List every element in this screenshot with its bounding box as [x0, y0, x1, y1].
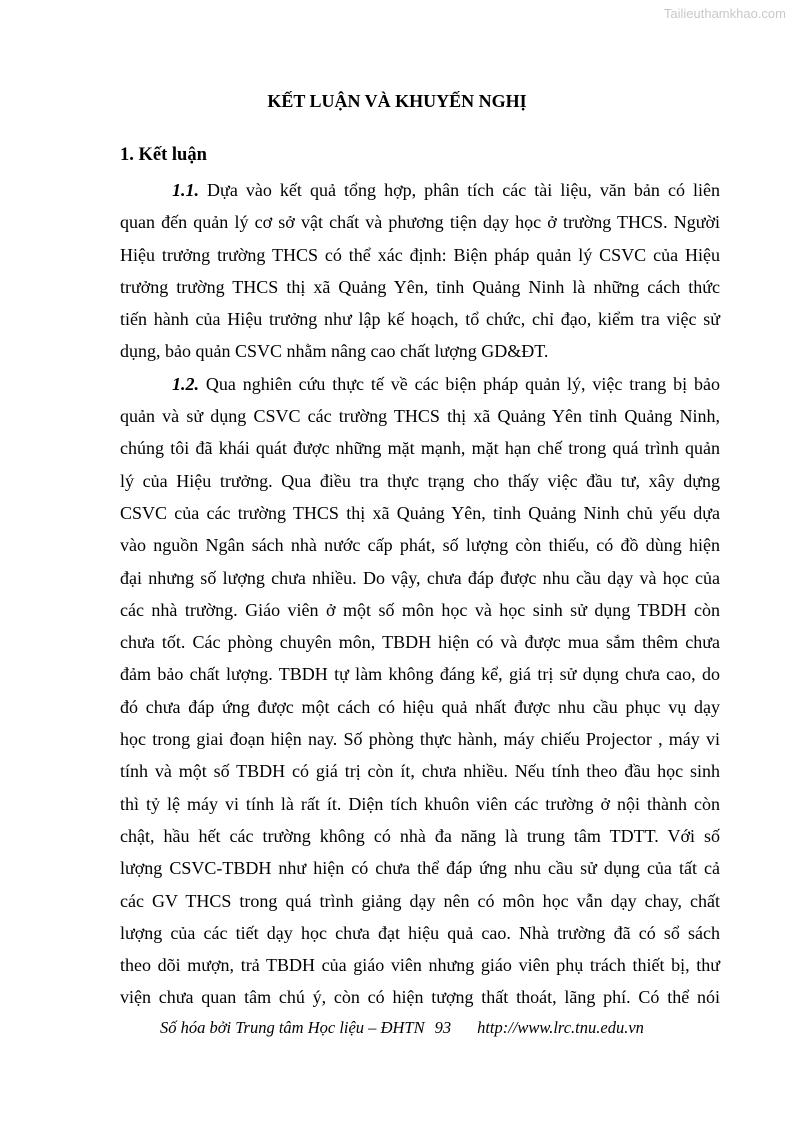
paragraph-line: [120, 497, 720, 529]
line-text: quan đến quản lý cơ sở vật chất và phương tiện dạy học ở trường THCS. Người: [120, 212, 720, 233]
line-text: thì tỷ lệ máy vi tính là rất ít. Diện tích khuôn viên các trường ở nội thành còn: [120, 793, 720, 814]
paragraph-line: [120, 271, 720, 303]
paragraph-line: [120, 691, 720, 723]
paragraph-line: [120, 335, 720, 367]
line-text: đó chưa đáp ứng được một cách có hiệu quả nhất được nhu cầu phục vụ dạy: [120, 696, 720, 717]
line-text: tính và một số TBDH có giá trị còn ít, chưa nhiều. Nếu tính theo đầu học sinh: [120, 761, 720, 782]
paragraph-label: 1.2.: [172, 373, 199, 394]
line-text: đại nhưng số lượng chưa nhiều. Do vậy, chưa đáp được nhu cầu dạy và học của: [120, 567, 720, 588]
paragraph-line: [120, 594, 720, 626]
line-text: lý của Hiệu trưởng. Qua điều tra thực trạng cho thấy việc đầu tư, xây dựng: [120, 470, 720, 491]
page-footer: [160, 1018, 644, 1038]
paragraph-label: 1.1.: [172, 180, 199, 200]
line-text: các GV THCS trong quá trình giảng dạy nên có môn học vẫn dạy chay, chất: [120, 890, 720, 911]
paragraph-line: [120, 885, 720, 917]
paragraph-line: [120, 400, 720, 432]
line-text: lượng của các tiết dạy học chưa đạt hiệu quả cao. Nhà trường đã có sổ sách: [120, 922, 720, 943]
line-text: đảm bảo chất lượng. TBDH tự làm không đáng kể, giá trị sử dụng chưa cao, do: [120, 664, 720, 685]
paragraph-line: [120, 626, 720, 658]
footer-url: http://www.lrc.tnu.edu.vn: [477, 1018, 644, 1037]
paragraph-line: [120, 981, 720, 1013]
paragraph-line: [120, 820, 720, 852]
footer-org: ĐHTN: [380, 1018, 425, 1037]
line-text: CSVC của các trường THCS thị xã Quảng Yên, tỉnh Quảng Ninh chủ yếu dựa: [120, 502, 720, 523]
paragraph-line: [120, 206, 720, 238]
page-title: KẾT LUẬN VÀ KHUYẾN NGHỊ: [267, 91, 527, 111]
paragraph-line: [120, 174, 720, 206]
line-text: dụng, bảo quản CSVC nhằm nâng cao chất lượng GD&ĐT.: [120, 341, 549, 362]
paragraph-line: [120, 529, 720, 561]
line-text: chưa tốt. Các phòng chuyên môn, TBDH hiện có và được mua sắm thêm chưa: [120, 632, 720, 653]
line-text: chúng tôi đã khái quát được những mặt mạnh, mặt hạn chế trong quá trình quản: [120, 438, 720, 459]
paragraph-line: [120, 949, 720, 981]
paragraph-line: [120, 917, 720, 949]
line-text: lượng CSVC-TBDH như hiện có chưa thể đáp ứng nhu cầu sử dụng của tất cả: [120, 858, 720, 879]
line-text: chật, hầu hết các trường không có nhà đa năng là trung tâm TDTT. Với số: [120, 825, 720, 846]
line-text: trưởng trường THCS thị xã Quảng Yên, tỉnh Quảng Ninh là những cách thức: [120, 276, 720, 297]
document-body: [120, 174, 720, 1014]
watermark: Tailieuthamkhao.com: [663, 6, 786, 21]
paragraph-line: [120, 465, 720, 497]
paragraph-line: [120, 303, 720, 335]
paragraph-line: [120, 239, 720, 271]
line-text: Dựa vào kết quả tổng hợp, phân tích các tài liệu, văn bản có liên: [199, 180, 720, 200]
line-text: Hiệu trưởng trường THCS có thể xác định: Biện pháp quản lý CSVC của Hiệu: [120, 244, 720, 265]
paragraph-line: [120, 658, 720, 690]
paragraph-line: [120, 723, 720, 755]
line-text: học trong giai đoạn hiện nay. Số phòng thực hành, máy chiếu Projector , máy vi: [120, 729, 720, 750]
line-text: vào nguồn Ngân sách nhà nước cấp phát, số lượng còn thiếu, có đồ dùng hiện: [120, 535, 720, 556]
line-text: Qua nghiên cứu thực tế về các biện pháp quản lý, việc trang bị bảo: [199, 373, 720, 394]
paragraph-line: [120, 562, 720, 594]
page-number: 93: [434, 1018, 452, 1037]
footer-text: Số hóa bởi Trung tâm Học liệu –: [160, 1018, 381, 1037]
line-text: theo dõi mượn, trả TBDH của giáo viên nhưng giáo viên phụ trách thiết bị, thư: [120, 955, 720, 976]
paragraph-line: [120, 368, 720, 400]
paragraph-line: [120, 755, 720, 787]
paragraph-line: [120, 852, 720, 884]
paragraph-line: [120, 432, 720, 464]
paragraph-line: [120, 788, 720, 820]
line-text: viện chưa quan tâm chú ý, còn có hiện tượng thất thoát, lãng phí. Có thể nói: [120, 987, 720, 1008]
line-text: các nhà trường. Giáo viên ở một số môn học và học sinh sử dụng TBDH còn: [120, 599, 720, 620]
line-text: tiến hành của Hiệu trưởng như lập kế hoạch, tổ chức, chỉ đạo, kiểm tra việc sử: [120, 309, 720, 330]
section-heading: 1. Kết luận: [120, 145, 207, 165]
line-text: quản và sử dụng CSVC các trường THCS thị xã Quảng Yên tỉnh Quảng Ninh,: [120, 406, 720, 427]
